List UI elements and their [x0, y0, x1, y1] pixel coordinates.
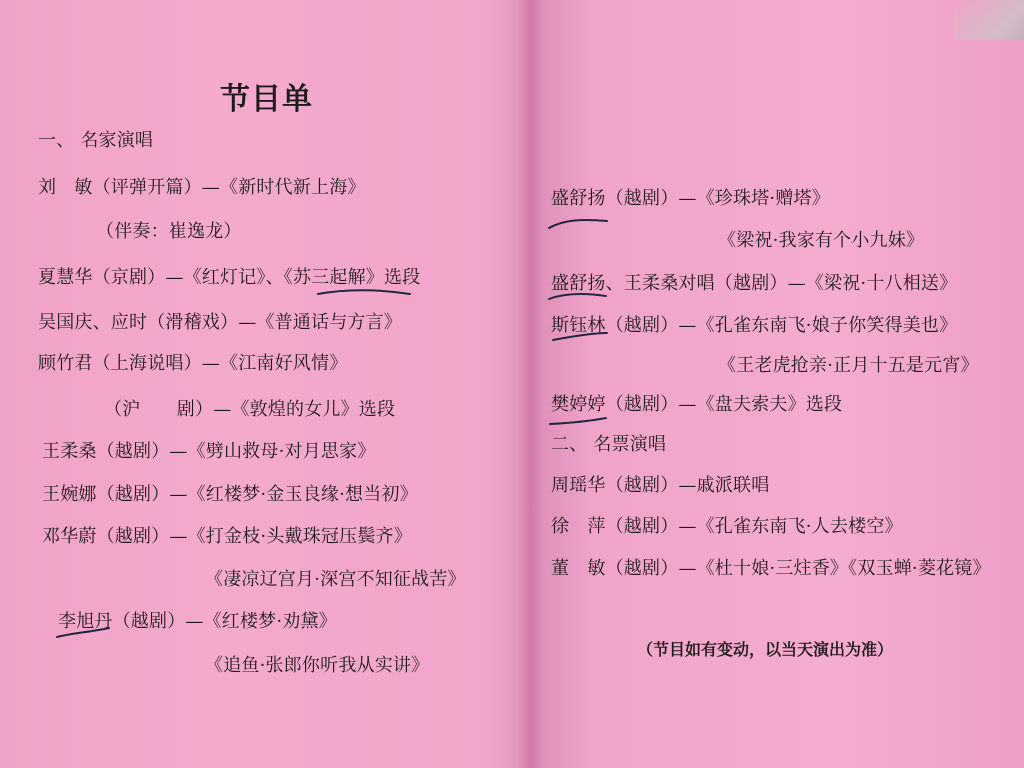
program-line: 刘 敏（评弹开篇）—《新时代新上海》 — [38, 177, 366, 198]
program-line: 周瑶华（越剧）—戚派联唱 — [551, 475, 770, 496]
program-line: 《追鱼·张郎你听我从实讲》 — [205, 655, 430, 676]
program-line: （伴奏：崔逸龙） — [96, 221, 242, 242]
program-title: 节目单 — [220, 82, 313, 117]
program-line: 盛舒扬（越剧）—《珍珠塔·赠塔》 — [551, 188, 830, 209]
program-line: 夏慧华（京剧）—《红灯记》、《苏三起解》选段 — [38, 267, 421, 288]
change-notice: （节目如有变动，以当天演出为准） — [637, 640, 894, 659]
program-line: 《王老虎抢亲·正月十五是元宵》 — [718, 355, 979, 376]
paper-corner-shadow — [954, 0, 1024, 40]
paper-fold — [518, 0, 544, 768]
program-line: 斯钰林（越剧）—《孔雀东南飞·娘子你笑得美也》 — [551, 315, 958, 336]
pen-underline-sheng-shu-yang-duet — [549, 294, 606, 299]
program-line: 李旭丹（越剧）—《红楼梦·劝黛》 — [58, 611, 337, 632]
program-line: 徐 萍（越剧）—《孔雀东南飞·人去楼空》 — [551, 516, 903, 537]
pen-underline-fan-ting-ting — [550, 418, 606, 424]
program-line: 盛舒扬、王柔桑对唱（越剧）—《梁祝·十八相送》 — [551, 273, 958, 294]
program-line: 樊婷婷（越剧）—《盘夫索夫》选段 — [551, 394, 843, 415]
program-line: 顾竹君（上海说唱）—《江南好风情》 — [38, 353, 348, 374]
section-heading-famous: 一、 名家演唱 — [38, 130, 154, 151]
program-line: 邓华蔚（越剧）—《打金枝·头戴珠冠压鬓齐》 — [42, 526, 412, 547]
section-heading-amateur: 二、 名票演唱 — [551, 434, 667, 455]
program-line: 董 敏（越剧）—《杜十娘·三炷香》《双玉蝉·菱花镜》 — [551, 558, 991, 579]
program-line: 吴国庆、应时（滑稽戏）—《普通话与方言》 — [38, 312, 402, 333]
pen-underline-su-san-qi-jie — [318, 290, 410, 294]
program-line: （沪 剧）—《敦煌的女儿》选段 — [104, 399, 396, 420]
pen-underline-sheng-shu-yang — [549, 220, 607, 228]
program-line: 王婉娜（越剧）—《红楼梦·金玉良缘·想当初》 — [42, 484, 418, 505]
program-line: 《凄凉辽宫月·深宫不知征战苦》 — [205, 569, 466, 590]
program-line: 《梁祝·我家有个小九妹》 — [718, 230, 925, 251]
program-line: 王柔桑（越剧）—《劈山救母·对月思家》 — [42, 441, 376, 462]
